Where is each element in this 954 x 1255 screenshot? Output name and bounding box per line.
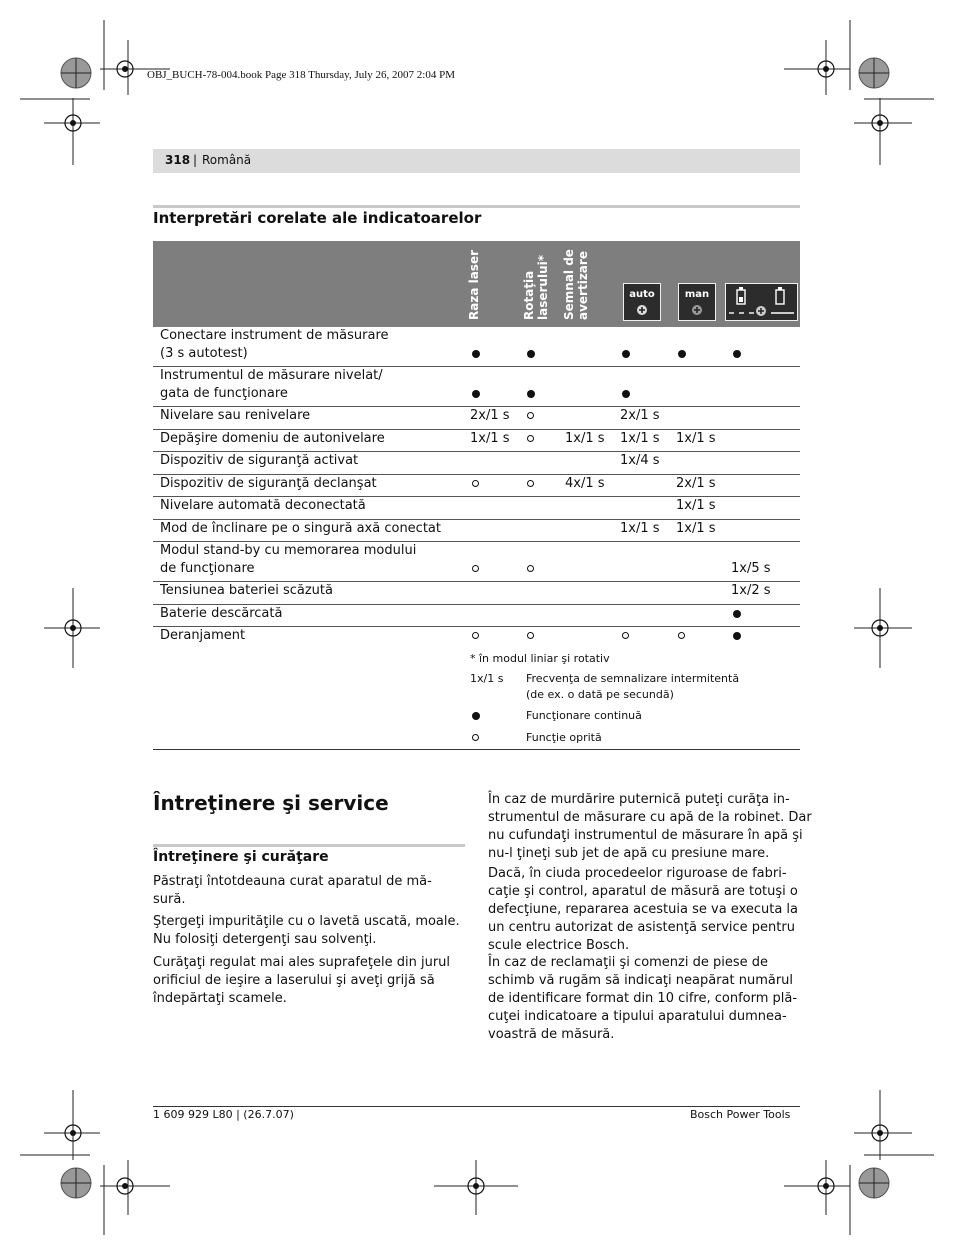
- legend-frequency-desc-line1: Frecvenţa de semnalizare intermitentă: [526, 672, 740, 685]
- paragraph-line: scule electrice Bosch.: [488, 938, 630, 953]
- auto-plus-icon: [636, 304, 648, 316]
- indicator-on-icon: [622, 350, 630, 358]
- indicator-off-icon: [527, 565, 534, 572]
- row-label: [160, 407, 310, 425]
- indicator-on-icon: [733, 610, 741, 618]
- paragraph-line: Dacă, în ciuda procedeelor riguroase de fabri-: [488, 866, 787, 881]
- blink-frequency: 1x/1 s: [620, 521, 660, 536]
- table-row: [153, 582, 800, 605]
- table-row: [153, 605, 800, 627]
- indicator-off-icon: [527, 632, 534, 639]
- row-label-line: Nivelare sau renivelare: [160, 408, 311, 423]
- running-head: [153, 149, 800, 173]
- legend-frequency-key: 1x/1 s: [470, 672, 504, 685]
- paragraph-line: Nu folosiţi detergenţi sau solvenţi.: [153, 932, 377, 947]
- row-label-line: Baterie descărcată: [160, 606, 283, 621]
- indicator-on-icon: [733, 350, 741, 358]
- row-label-line: gata de funcţionare: [160, 386, 288, 401]
- row-label: [160, 452, 358, 470]
- row-label: [160, 627, 245, 645]
- paragraph: [488, 865, 798, 955]
- table-bottom-rule: [153, 749, 800, 750]
- row-label-line: Instrumentul de măsurare nivelat/: [160, 368, 383, 383]
- paragraph-line: defecţiune, repararea acestuia se va executa la: [488, 902, 799, 917]
- paragraph: [153, 913, 460, 949]
- paragraph-line: un centru autorizat de asistenţă service pentru: [488, 920, 795, 935]
- paragraph-line: sură.: [153, 892, 186, 907]
- paragraph-line: de identificare format din 10 cifre, conform plă-: [488, 991, 798, 1006]
- col-header-laser: Raza laser: [467, 249, 481, 320]
- blink-frequency: 1x/1 s: [676, 498, 716, 513]
- paragraph-line: cuţei indicatoare a tipului aparatului dumnea-: [488, 1009, 787, 1024]
- indicator-off-icon: [622, 632, 629, 639]
- table-row: [153, 367, 800, 407]
- legend-frequency-desc: [526, 671, 739, 703]
- row-label-line: Nivelare automată deconectată: [160, 498, 366, 513]
- indicator-on-icon: [733, 632, 741, 640]
- subsection-rule: [153, 844, 465, 847]
- footer-doc-id: 1 609 929 L80 | (26.7.07): [153, 1108, 294, 1121]
- paragraph-line: nu cufundaţi instrumentul de măsurare în apă şi: [488, 828, 803, 843]
- blink-frequency: 1x/1 s: [676, 431, 716, 446]
- running-head-language: Română: [202, 153, 252, 167]
- table-row: [153, 475, 800, 497]
- table-row: [153, 430, 800, 452]
- section-rule: [153, 205, 800, 208]
- paragraph-line: orificiul de ieşire a laserului şi aveţi grijă să: [153, 973, 435, 988]
- paragraph-line: voastră de măsură.: [488, 1027, 615, 1042]
- row-label: [160, 475, 377, 493]
- paragraph-line: Păstraţi întotdeauna curat aparatul de mă-: [153, 874, 432, 889]
- indicator-on-icon: [527, 390, 535, 398]
- blink-frequency: 1x/5 s: [731, 561, 771, 576]
- paragraph-line: nu-l ţineţi sub jet de apă cu presiune mare.: [488, 846, 770, 861]
- blink-frequency: 1x/4 s: [620, 453, 660, 468]
- table-row: [153, 520, 800, 542]
- indicator-on-icon: [622, 390, 630, 398]
- indicator-off-icon: [472, 565, 479, 572]
- page-number: 318: [165, 153, 191, 167]
- row-label: [160, 327, 389, 363]
- paragraph: [488, 791, 812, 863]
- col-header-warning: [562, 249, 590, 320]
- blink-frequency: 1x/2 s: [731, 583, 771, 598]
- indicator-off-icon: [472, 632, 479, 639]
- legend-on-icon: [472, 712, 480, 720]
- row-label: [160, 367, 383, 403]
- blink-frequency: 2x/1 s: [470, 408, 510, 423]
- row-label-line: Tensiunea bateriei scăzută: [160, 583, 333, 598]
- row-label-line: Modul stand-by cu memorarea modului: [160, 543, 417, 558]
- paragraph-line: caţie şi control, aparatul de măsură are totuşi o: [488, 884, 798, 899]
- paragraph: [153, 873, 432, 909]
- indicator-off-icon: [472, 480, 479, 487]
- table-row: [153, 497, 800, 520]
- indicator-on-icon: [678, 350, 686, 358]
- row-label: [160, 542, 416, 578]
- running-head-separator: |: [193, 153, 198, 167]
- man-indicator-icon: [678, 283, 716, 321]
- blink-frequency: 1x/1 s: [565, 431, 605, 446]
- paragraph-line: În caz de reclamaţii şi comenzi de piese de: [488, 955, 769, 970]
- row-label: [160, 497, 366, 515]
- row-label-line: Dispozitiv de siguranţă declanşat: [160, 476, 377, 491]
- col-header-rotation-line2: laserului*: [536, 255, 550, 320]
- row-label-line: (3 s autotest): [160, 346, 248, 361]
- footer-brand: Bosch Power Tools: [690, 1108, 791, 1121]
- paragraph-line: Ştergeţi impurităţile cu o lavetă uscată, moale.: [153, 914, 460, 929]
- indicator-off-icon: [527, 435, 534, 442]
- indicator-off-icon: [678, 632, 685, 639]
- row-label-line: de funcţionare: [160, 561, 255, 576]
- man-indicator-label: man: [684, 289, 710, 300]
- indicator-off-icon: [527, 480, 534, 487]
- row-label: [160, 430, 385, 448]
- col-header-rotation: [522, 255, 550, 320]
- footer-rule: [153, 1106, 800, 1107]
- battery-icon: [726, 284, 797, 320]
- table-row: [153, 452, 800, 475]
- cleaning-subheading: Întreţinere şi curăţare: [153, 849, 329, 865]
- row-label-line: Mod de înclinare pe o singură axă conectat: [160, 521, 441, 536]
- legend-on-desc: Funcţionare continuă: [526, 709, 642, 722]
- legend-off-icon: [472, 734, 479, 741]
- indicator-off-icon: [527, 412, 534, 419]
- blink-frequency: 4x/1 s: [565, 476, 605, 491]
- paragraph-line: strumentul de măsurare cu apă de la robinet. Dar: [488, 810, 812, 825]
- col-header-warning-line1: Semnal de: [562, 249, 576, 320]
- print-job-header: OBJ_BUCH-78-004.book Page 318 Thursday, July 26, 2007 2:04 PM: [147, 69, 456, 81]
- paragraph-line: îndepărtaţi scamele.: [153, 991, 287, 1006]
- table-row: [153, 627, 800, 648]
- auto-indicator-icon: [623, 283, 661, 321]
- paragraph-line: schimb vă rugăm să indicaţi neapărat numărul: [488, 973, 794, 988]
- col-header-warning-line2: avertizare: [576, 251, 590, 320]
- indicator-on-icon: [472, 350, 480, 358]
- indicator-on-icon: [527, 350, 535, 358]
- row-label-line: Depăşire domeniu de autonivelare: [160, 431, 385, 446]
- table-row: [153, 407, 800, 430]
- table-row: [153, 327, 800, 367]
- row-label-line: Deranjament: [160, 628, 246, 643]
- indicator-on-icon: [472, 390, 480, 398]
- legend-frequency-desc-line2: (de ex. o dată pe secundă): [526, 688, 674, 701]
- blink-frequency: 1x/1 s: [676, 521, 716, 536]
- man-plus-icon: [691, 304, 703, 316]
- row-label-line: Dispozitiv de siguranţă activat: [160, 453, 359, 468]
- maintenance-heading: Întreţinere şi service: [153, 791, 389, 815]
- auto-indicator-label: auto: [629, 289, 655, 300]
- blink-frequency: 1x/1 s: [470, 431, 510, 446]
- row-label: [160, 520, 441, 538]
- col-header-rotation-line1: Rotaţia: [522, 270, 536, 320]
- blink-frequency: 2x/1 s: [620, 408, 660, 423]
- table-section-title: Interpretări corelate ale indicatoarelor: [153, 209, 482, 227]
- paragraph: [153, 954, 450, 1008]
- blink-frequency: 2x/1 s: [676, 476, 716, 491]
- battery-indicator-icon: [725, 283, 798, 321]
- paragraph-line: În caz de murdărire puternică puteţi curăţa in-: [488, 792, 790, 807]
- paragraph: [488, 954, 797, 1044]
- row-label: [160, 605, 282, 623]
- legend-off-desc: Funcţie oprită: [526, 731, 602, 744]
- paragraph-line: Curăţaţi regulat mai ales suprafeţele din jurul: [153, 955, 451, 970]
- table-row: [153, 542, 800, 582]
- table-header: [153, 241, 800, 327]
- row-label: [160, 582, 333, 600]
- legend-footnote: * în modul liniar şi rotativ: [470, 652, 610, 665]
- blink-frequency: 1x/1 s: [620, 431, 660, 446]
- row-label-line: Conectare instrument de măsurare: [160, 328, 389, 343]
